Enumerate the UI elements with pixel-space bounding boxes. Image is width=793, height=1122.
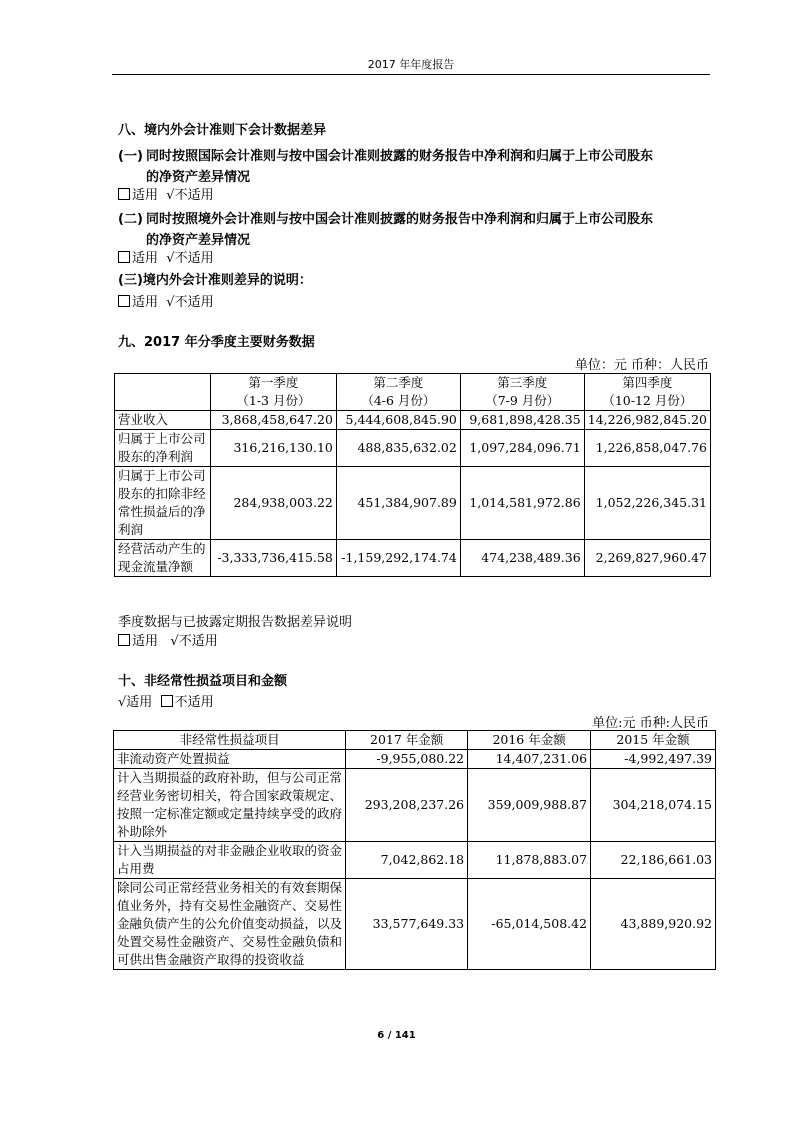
sub2-line1: 同时按照境外会计准则与按中国会计准则披露的财务报告中净利润和归属于上市公司股东 (146, 212, 654, 227)
checkbox-empty-icon (161, 695, 173, 707)
cell-value: 2,269,827,960.47 (584, 540, 710, 577)
cell-value: 5,444,608,845.90 (336, 411, 460, 430)
header-divider (112, 74, 710, 75)
row-label: 归属于上市公司股东的扣除非经常性损益后的净利润 (115, 467, 211, 540)
cell-value: 284,938,003.22 (210, 467, 336, 540)
section-10-options (118, 693, 214, 713)
row-label: 归属于上市公司股东的净利润 (115, 430, 211, 467)
cell-value: 14,226,982,845.20 (584, 411, 710, 430)
sub2-number: (二) (118, 212, 143, 227)
cell-value: 22,186,661.03 (591, 842, 716, 879)
row-label: 计入当期损益的对非金融企业收取的资金占用费 (114, 842, 346, 879)
table-row (115, 411, 711, 430)
section-10-title: 十、非经常性损益项目和金额 (118, 674, 288, 689)
section-9-title: 九、2017 年分季度主要财务数据 (118, 335, 315, 350)
section-8-sub1 (118, 146, 713, 188)
not-applicable-label: √不适用 (166, 295, 214, 310)
cell-value: 1,097,284,096.71 (460, 430, 584, 467)
header-q1: 第一季度 （1-3 月份） (210, 374, 336, 411)
page-header: 2017 年年度报告 (367, 58, 455, 71)
header-item: 非经常性损益项目 (114, 731, 346, 750)
applicable-label: √适用 (118, 695, 153, 710)
cell-value: 1,226,858,047.76 (584, 430, 710, 467)
sub1-options (118, 186, 214, 206)
cell-value: 9,681,898,428.35 (460, 411, 584, 430)
cell-value: -65,014,508.42 (468, 879, 591, 970)
not-applicable-label: 不适用 (174, 695, 214, 710)
table-row (115, 430, 711, 467)
header-2015: 2015 年金额 (591, 731, 716, 750)
cell-value: 359,009,988.87 (468, 769, 591, 842)
row-label: 计入当期损益的政府补助，但与公司正常经营业务密切相关，符合国家政策规定、按照一定标准定额或定量持续享受的政府补助除外 (114, 769, 346, 842)
header-q2: 第二季度 （4-6 月份） (336, 374, 460, 411)
header-q4: 第四季度 （10-12 月份） (584, 374, 710, 411)
header-2017: 2017 年金额 (346, 731, 468, 750)
cell-value: -1,159,292,174.74 (336, 540, 460, 577)
section-8-title: 八、境内外会计准则下会计数据差异 (118, 123, 327, 138)
applicable-label: 适用 (132, 251, 159, 266)
cell-value: 451,384,907.89 (336, 467, 460, 540)
cell-value: -3,333,736,415.58 (210, 540, 336, 577)
table-row (114, 769, 716, 842)
sub3-options (118, 293, 214, 313)
non-recurring-header-row (114, 731, 716, 750)
non-recurring-table (113, 730, 716, 970)
page-number: 6 / 141 (377, 1030, 416, 1041)
cell-value: 11,878,883.07 (468, 842, 591, 879)
row-label: 营业收入 (115, 411, 211, 430)
checkbox-empty-icon (118, 634, 130, 646)
applicable-label: 适用 (132, 295, 159, 310)
not-applicable-label: √不适用 (166, 251, 214, 266)
cell-value: 43,889,920.92 (591, 879, 716, 970)
cell-value: 3,868,458,647.20 (210, 411, 336, 430)
header-2016: 2016 年金额 (468, 731, 591, 750)
cell-value: 1,014,581,972.86 (460, 467, 584, 540)
applicable-label: 适用 (132, 634, 159, 649)
header-empty-cell (115, 374, 211, 411)
cell-value: -9,955,080.22 (346, 750, 468, 769)
applicable-label: 适用 (132, 188, 159, 203)
cell-value: 1,052,226,345.31 (584, 467, 710, 540)
cell-value: 7,042,862.18 (346, 842, 468, 879)
table-row (114, 879, 716, 970)
row-label: 经营活动产生的现金流量净额 (115, 540, 211, 577)
cell-value: 474,238,489.36 (460, 540, 584, 577)
section-9-unit: 单位：元 币种：人民币 (574, 358, 709, 373)
table-row (115, 467, 711, 540)
section-8-sub2 (118, 209, 713, 251)
section-10-unit: 单位:元 币种:人民币 (592, 716, 709, 731)
table-row (114, 750, 716, 769)
quarterly-table (114, 373, 711, 577)
table-row (114, 842, 716, 879)
sub1-line1: 同时按照国际会计准则与按中国会计准则披露的财务报告中净利润和归属于上市公司股东 (146, 149, 654, 164)
row-label: 除同公司正常经营业务相关的有效套期保值业务外，持有交易性金融资产、交易性金融负债产生的公允价值变动损益，以及处置交易性金融资产、交易性金融负债和可供出售金融资产取得的投资收益 (114, 879, 346, 970)
row-label: 非流动资产处置损益 (114, 750, 346, 769)
not-applicable-label: √不适用 (170, 634, 218, 649)
cell-value: 14,407,231.06 (468, 750, 591, 769)
quarterly-note: 季度数据与已披露定期报告数据差异说明 (118, 615, 353, 630)
cell-value: 304,218,074.15 (591, 769, 716, 842)
checkbox-empty-icon (118, 295, 130, 307)
checkbox-empty-icon (118, 188, 130, 200)
cell-value: 293,208,237.26 (346, 769, 468, 842)
not-applicable-label: √不适用 (166, 188, 214, 203)
header-q3: 第三季度 （7-9 月份） (460, 374, 584, 411)
sub2-options (118, 249, 214, 269)
quarterly-header-row (115, 374, 711, 411)
section-8-sub3: (三)境内外会计准则差异的说明： (118, 273, 312, 288)
cell-value: 316,216,130.10 (210, 430, 336, 467)
checkbox-empty-icon (118, 251, 130, 263)
table-row (115, 540, 711, 577)
sub1-number: (一) (118, 149, 143, 164)
sub1-line2: 的净资产差异情况 (146, 170, 251, 185)
cell-value: 488,835,632.02 (336, 430, 460, 467)
quarterly-note-options (118, 632, 218, 652)
cell-value: -4,992,497.39 (591, 750, 716, 769)
cell-value: 33,577,649.33 (346, 879, 468, 970)
sub2-line2: 的净资产差异情况 (146, 233, 251, 248)
